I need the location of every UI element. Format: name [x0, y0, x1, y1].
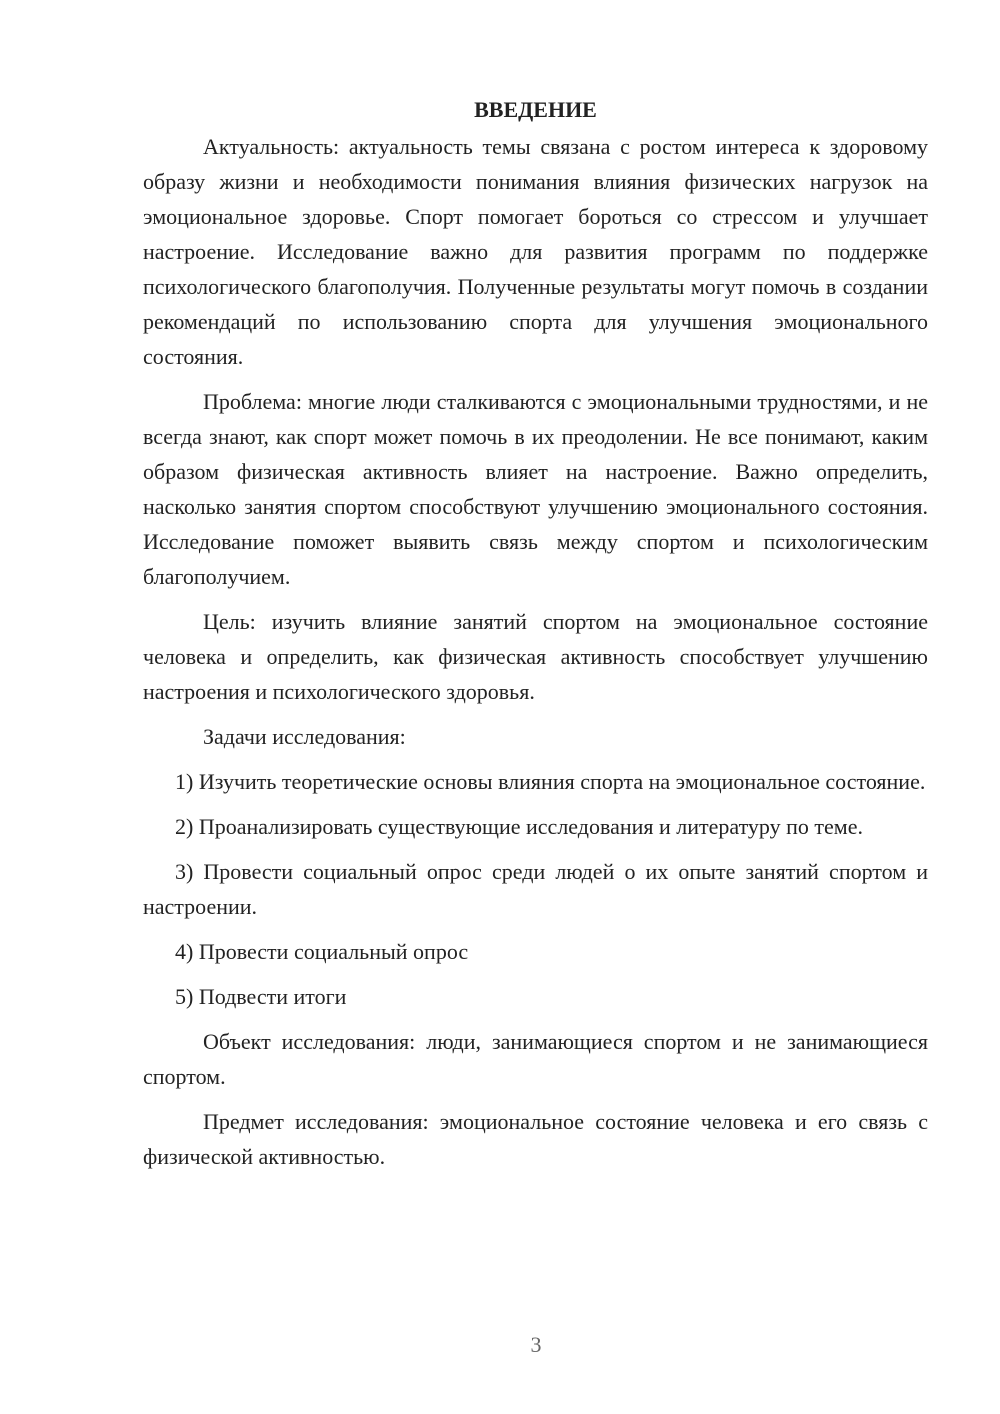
subject-paragraph: Предмет исследования: эмоциональное состояние человека и его связь с физической активностью.: [143, 1109, 928, 1169]
goal-paragraph: Цель: изучить влияние занятий спортом на эмоциональное состояние человека и определить, как физическая активность способствует улучшению настроения и психологического здоровья.: [143, 609, 928, 704]
task-item-3: 3) Провести социальный опрос среди людей о их опыте занятий спортом и настроении.: [143, 859, 928, 919]
task-item-1: 1) Изучить теоретические основы влияния спорта на эмоциональное состояние.: [175, 769, 926, 794]
problem-paragraph: Проблема: многие люди сталкиваются с эмоциональными трудностями, и не всегда знают, как спорт может помочь в их преодолении. Не все понимают, каким образом физическая активность влияет на настроение. Важно определить, насколько занятия спортом способствуют улучшению эмоционального состояния. Исследование поможет выявить связь между спортом и психологическим благополучием.: [143, 389, 928, 589]
tasks-heading: Задачи исследования:: [203, 724, 406, 749]
relevance-paragraph: Актуальность: актуальность темы связана с ростом интереса к здоровому образу жизни и необходимости понимания влияния физических нагрузок на эмоциональное здоровье. Спорт помогает бороться со стрессом и улучшает настроение. Исследование важно для развития программ по поддержке психологического благополучия. Полученные результаты могут помочь в создании рекомендаций по использованию спорта для улучшения эмоционального состояния.: [143, 134, 928, 369]
task-item-4: 4) Провести социальный опрос: [175, 939, 469, 964]
task-item-2: 2) Проанализировать существующие исследования и литературу по теме.: [175, 814, 863, 839]
section-title: ВВЕДЕНИЕ: [474, 97, 597, 122]
object-paragraph: Объект исследования: люди, занимающиеся спортом и не занимающиеся спортом.: [143, 1029, 928, 1089]
page-number: 3: [530, 1332, 542, 1357]
page-content: [143, 92, 928, 1184]
task-item-5: 5) Подвести итоги: [175, 984, 347, 1009]
